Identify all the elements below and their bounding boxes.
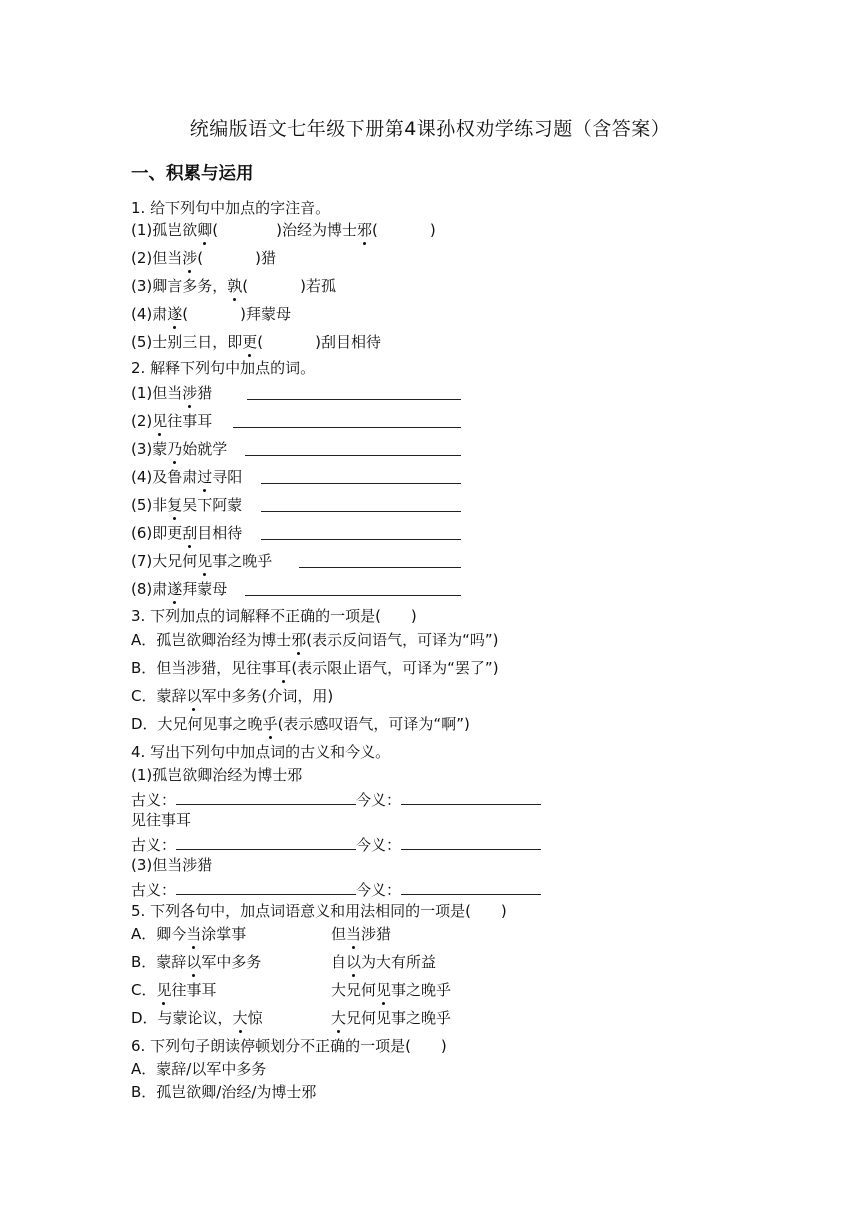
page-title: 统编版语文七年级下册第4课孙权劝学练习题（含答案）	[189, 118, 671, 140]
question-3-stem: 3. 下列加点的词解释不正确的一项是( )	[131, 607, 417, 625]
q4-item-1: (1)孤岂欲卿治经为博士邪	[131, 766, 303, 784]
jin-label: 今义：	[356, 881, 402, 899]
answer-blank[interactable]	[401, 833, 541, 850]
answer-blank[interactable]	[401, 878, 541, 895]
q4-row-2	[131, 833, 541, 855]
gu-label: 古义：	[131, 881, 177, 899]
question-4-stem: 4. 写出下列句中加点词的古义和今义。	[131, 743, 391, 761]
q2-item-4: (4)及鲁肃过寻阳	[131, 468, 243, 486]
q1-item-4: (4)肃遂( )拜蒙母	[131, 305, 291, 323]
answer-blank[interactable]	[261, 495, 461, 512]
q4-row-1	[131, 788, 541, 810]
answer-blank[interactable]	[176, 833, 356, 850]
answer-blank[interactable]	[261, 523, 461, 540]
answer-blank[interactable]	[176, 788, 356, 805]
jin-label: 今义：	[356, 791, 402, 809]
q2-item-1: (1)但当涉猎	[131, 384, 213, 402]
question-5-stem: 5. 下列各句中，加点词语意义和用法相同的一项是( )	[131, 902, 507, 920]
answer-blank[interactable]	[261, 467, 461, 484]
q1-item-2: (2)但当涉( )猎	[131, 249, 276, 267]
q1-item-1: (1)孤岂欲卿( )治经为博士邪( )	[131, 221, 436, 239]
gu-label: 古义：	[131, 836, 177, 854]
q3-option-c[interactable]: C．蒙辞以军中多务(介词，用)	[131, 687, 334, 705]
q4-item-3: (3)但当涉猎	[131, 856, 213, 874]
q5-option-a[interactable]: A．卿今当涂掌事 但当涉猎	[131, 925, 392, 943]
q1-item-5: (5)士别三日，即更( )刮目相待	[131, 333, 381, 351]
answer-blank[interactable]	[299, 551, 461, 568]
q3-option-b[interactable]: B．但当涉猎，见往事耳(表示限止语气，可译为“罢了”)	[131, 659, 499, 677]
q4-item-2: 见往事耳	[131, 811, 192, 829]
q5-option-d[interactable]: D．与蒙论议，大惊 大兄何见事之晚乎	[131, 1009, 452, 1027]
q6-option-b[interactable]: B．孤岂欲卿/治经/为博士邪	[131, 1083, 317, 1101]
q6-option-a[interactable]: A．蒙辞/以军中多务	[131, 1060, 267, 1078]
q3-option-d[interactable]: D．大兄何见事之晚乎(表示感叹语气，可译为“啊”)	[131, 715, 470, 733]
q5-option-c[interactable]: C．见往事耳 大兄何见事之晚乎	[131, 981, 452, 999]
gu-label: 古义：	[131, 791, 177, 809]
question-1-stem: 1. 给下列句中加点的字注音。	[131, 199, 331, 217]
q2-item-7: (7)大兄何见事之晚乎	[131, 552, 273, 570]
question-2-stem: 2. 解释下列句中加点的词。	[131, 359, 316, 377]
q2-item-6: (6)即更刮目相待	[131, 524, 243, 542]
answer-blank[interactable]	[176, 878, 356, 895]
answer-blank[interactable]	[401, 788, 541, 805]
q2-item-8: (8)肃遂拜蒙母	[131, 580, 228, 598]
q1-item-3: (3)卿言多务，孰( )若孤	[131, 277, 336, 295]
q2-item-2: (2)见往事耳	[131, 412, 213, 430]
q3-option-a[interactable]: A．孤岂欲卿治经为博士邪(表示反问语气，可译为“吗”)	[131, 631, 499, 649]
question-6-stem: 6. 下列句子朗读停顿划分不正确的一项是( )	[131, 1037, 447, 1055]
answer-blank[interactable]	[245, 439, 461, 456]
answer-blank[interactable]	[233, 411, 461, 428]
jin-label: 今义：	[356, 836, 402, 854]
q2-item-3: (3)蒙乃始就学	[131, 440, 228, 458]
answer-blank[interactable]	[247, 383, 461, 400]
q2-item-5: (5)非复吴下阿蒙	[131, 496, 243, 514]
answer-blank[interactable]	[245, 579, 461, 596]
section-heading: 一、积累与运用	[131, 164, 254, 184]
q4-row-3	[131, 878, 541, 900]
q5-option-b[interactable]: B．蒙辞以军中多务 自以为大有所益	[131, 953, 437, 971]
